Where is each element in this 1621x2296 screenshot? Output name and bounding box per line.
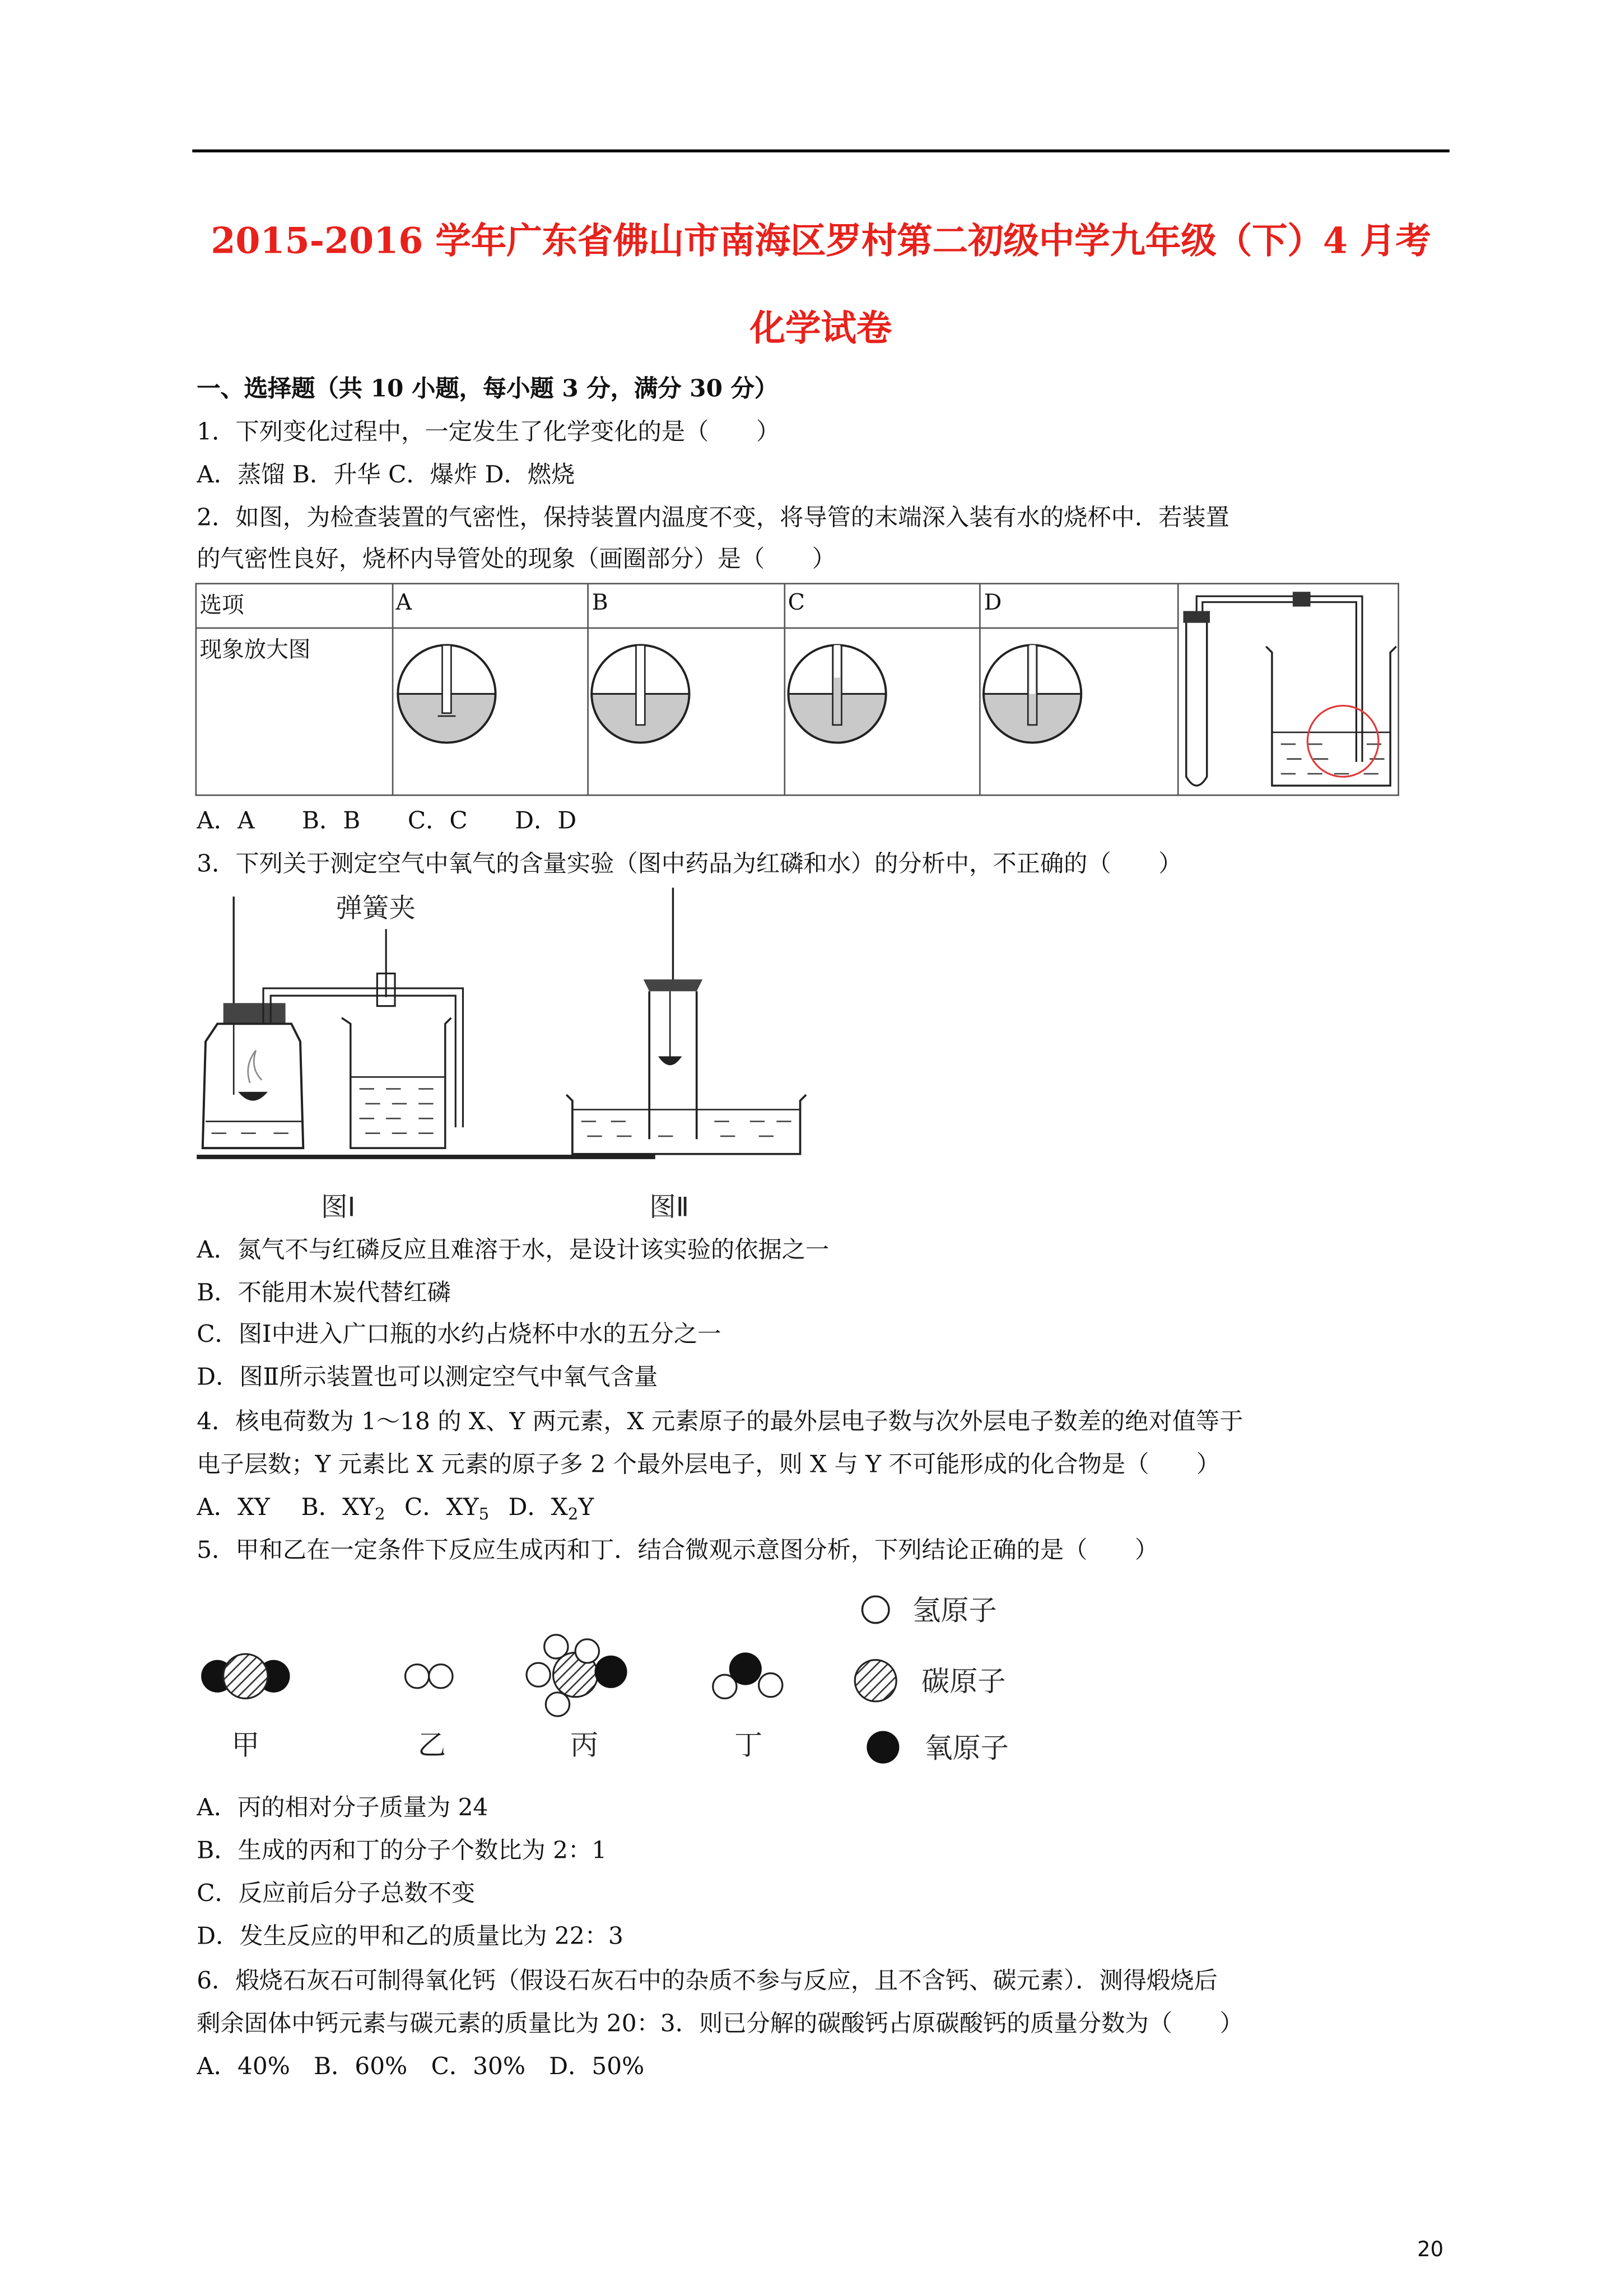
q3-option-b: B．不能用木炭代替红磷 [197, 1278, 451, 1307]
q4-stem-line2: 电子层数；Y 元素比 X 元素的原子多 2 个最外层电子，则 X 与 Y 不可能形成的化合物是（ ） [197, 1449, 1221, 1478]
q2-figure-d [979, 640, 1086, 747]
q3-option-a: A．氮气不与红磷反应且难溶于水，是设计该实验的依据之一 [197, 1235, 830, 1264]
molecule-jia-label: 甲 [231, 1729, 260, 1761]
molecule-ding [713, 1653, 782, 1761]
q6-options: A．40% B．60% C．30% D．50% [197, 2052, 645, 2080]
section-heading: 一、选择题（共 10 小题，每小题 3 分，满分 30 分） [197, 374, 779, 403]
molecule-bing [527, 1635, 627, 1761]
q5-legend [855, 1595, 1009, 1764]
q5-figure [197, 1580, 1055, 1772]
q2-apparatus-figure [1177, 587, 1399, 799]
page-title-line1: 2015-2016 学年广东省佛山市南海区罗村第二初级中学九年级（下）4 月考 [211, 219, 1431, 262]
q2-stem-line2: 的气密性良好，烧杯内导管处的现象（画圈部分）是（ ） [197, 544, 836, 573]
q5-option-c: C．反应前后分子总数不变 [197, 1879, 476, 1907]
q2-row-label: 现象放大图 [196, 628, 392, 795]
q5-option-a: A．丙的相对分子质量为 24 [197, 1793, 488, 1821]
q3-option-d: D．图Ⅱ所示装置也可以测定空气中氧气含量 [197, 1362, 658, 1391]
legend-carbon: 碳原子 [921, 1666, 1006, 1698]
q6-stem-line2: 剩余固体中钙元素与碳元素的质量比为 20：3．则已分解的碳酸钙占原碳酸钙的质量分数为（ ） [197, 2009, 1243, 2038]
q3-fig1-label: 图Ⅰ [321, 1192, 356, 1223]
page-title-line2: 化学试卷 [749, 306, 892, 350]
q4-option-d-sub: 2 [567, 1504, 579, 1524]
page-number: 20 [1417, 2238, 1444, 2262]
q4-option-c-sub: 5 [478, 1504, 490, 1524]
header-rule [192, 150, 1450, 152]
molecule-yi-label: 乙 [417, 1729, 446, 1761]
molecule-jia [201, 1654, 290, 1761]
legend-oxygen: 氧原子 [924, 1732, 1009, 1764]
q4-options [197, 1493, 594, 1522]
q2-col-c: C [784, 584, 980, 628]
q2-col-b: B [588, 584, 784, 628]
q4-option-b-sub: 2 [374, 1504, 385, 1524]
q4-option-d: D．X [508, 1493, 568, 1521]
q2-figure-a [393, 640, 500, 747]
q2-stem-line1: 2．如图，为检查装置的气密性，保持装置内温度不变，将导管的末端深入装有水的烧杯中．若装置 [197, 503, 1229, 531]
q2-options: A．A B．B C．C D．D [197, 806, 577, 835]
molecule-yi [406, 1665, 453, 1761]
q5-option-d: D．发生反应的甲和乙的质量比为 22：3 [197, 1922, 623, 1950]
q6-stem-line1: 6．煅烧石灰石可制得氧化钙（假设石灰石中的杂质不参与反应，且不含钙、碳元素）．测得煅烧后 [197, 1966, 1218, 1995]
q4-option-d-tail: Y [578, 1493, 594, 1521]
q2-figure-b [587, 640, 693, 747]
q3-fig2-label: 图Ⅱ [649, 1192, 690, 1223]
q5-option-b: B．生成的丙和丁的分子个数比为 2：1 [197, 1835, 607, 1865]
q1-stem: 1．下列变化过程中，一定发生了化学变化的是（ ） [197, 417, 780, 445]
q1-options: A．蒸馏 B．升华 C．爆炸 D．燃烧 [197, 460, 575, 489]
q4-stem-line1: 4．核电荷数为 1～18 的 X、Y 两元素，X 元素原子的最外层电子数与次外层电子数差的绝对值等于 [197, 1407, 1243, 1435]
q2-col-d: D [980, 584, 1178, 628]
q4-option-b: B．XY [301, 1493, 375, 1521]
molecule-ding-label: 丁 [734, 1729, 763, 1761]
q4-option-a: A．XY [197, 1493, 270, 1521]
q3-option-c: C．图Ⅰ中进入广口瓶的水约占烧杯中水的五分之一 [197, 1319, 721, 1348]
q2-col-a: A [392, 584, 588, 628]
q3-clamp-label: 弹簧夹 [336, 894, 416, 924]
molecule-bing-label: 丙 [570, 1729, 599, 1761]
q4-option-c: C．XY [404, 1493, 479, 1521]
q5-stem: 5．甲和乙在一定条件下反应生成丙和丁．结合微观示意图分析，下列结论正确的是（ ） [197, 1535, 1159, 1564]
q3-figure [197, 887, 818, 1228]
q2-header-label: 选项 [196, 584, 392, 628]
legend-hydrogen: 氢原子 [912, 1595, 997, 1626]
q2-figure-c [784, 640, 891, 747]
q3-stem: 3．下列关于测定空气中氧气的含量实验（图中药品为红磷和水）的分析中，不正确的（ ） [197, 849, 1182, 877]
